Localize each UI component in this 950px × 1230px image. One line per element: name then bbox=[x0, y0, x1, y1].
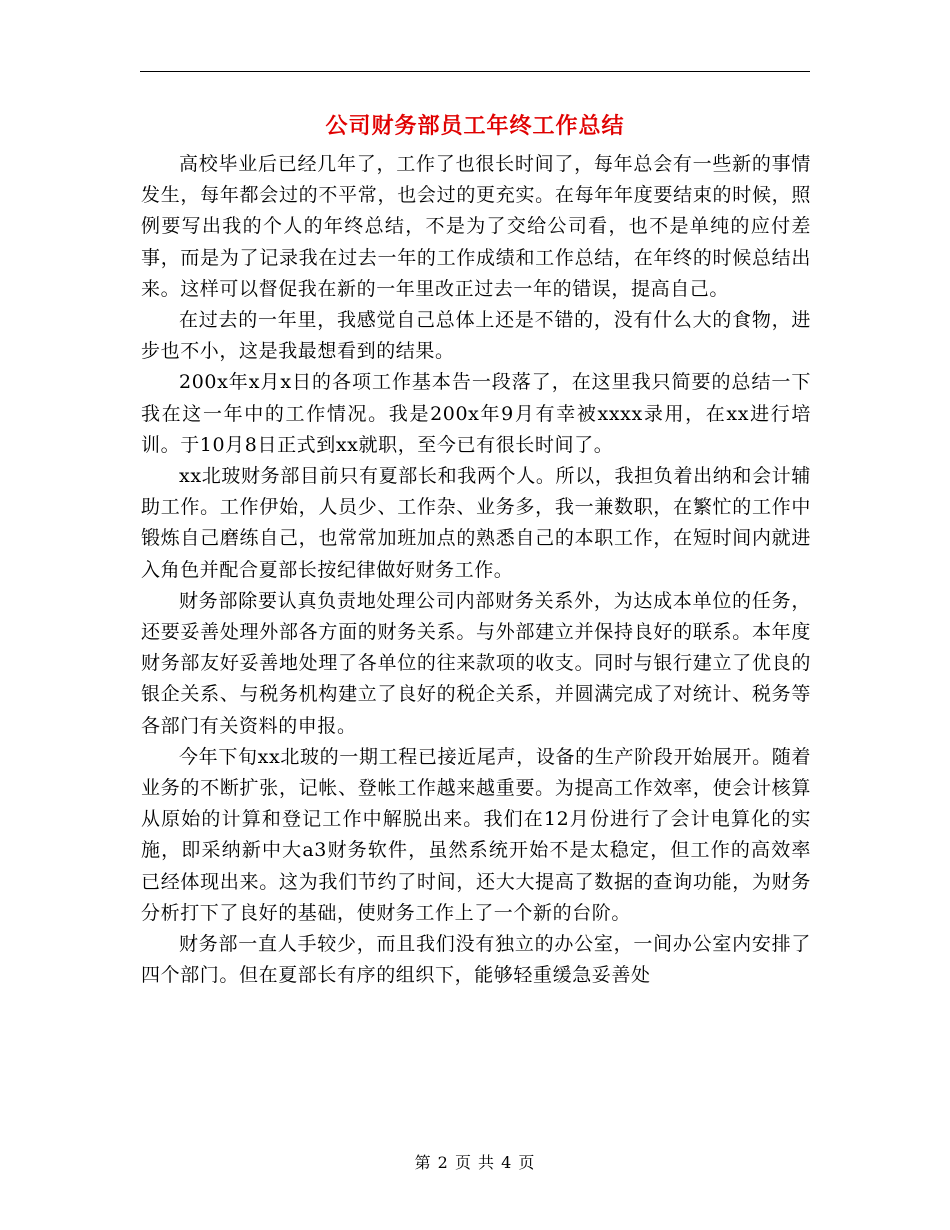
paragraph-7: 财务部一直人手较少，而且我们没有独立的办公室，一间办公室内安排了四个部门。但在夏部长有序的组织下，能够轻重缓急妥善处 bbox=[141, 933, 811, 987]
header-rule bbox=[140, 71, 810, 72]
paragraph-1: 高校毕业后已经几年了，工作了也很长时间了，每年总会有一些新的事情发生，每年都会过的不平常，也会过的更充实。在每年年度要结束的时候，照例要写出我的个人的年终总结，不是为了交给公司看，也不是单纯的应付差事，而是为了记录我在过去一年的工作成绩和工作总结，在年终的时候总结出来。这样可以督促我在新的一年里改正过去一年的错误，提高自己。 bbox=[141, 153, 811, 300]
page-footer: 第 2 页 共 4 页 bbox=[414, 1153, 536, 1172]
paragraph-2: 在过去的一年里，我感觉自己总体上还是不错的，没有什么大的食物，进步也不小，这是我最想看到的结果。 bbox=[141, 309, 811, 363]
document-title: 公司财务部员工年终工作总结 bbox=[325, 113, 625, 139]
document-body bbox=[141, 149, 811, 991]
paragraph-4: xx北玻财务部目前只有夏部长和我两个人。所以，我担负着出纳和会计辅助工作。工作伊始，人员少、工作杂、业务多，我一兼数职，在繁忙的工作中锻炼自己磨练自己，也常常加班加点的熟悉自己的本职工作，在短时间内就进入角色并配合夏部长按纪律做好财务工作。 bbox=[141, 465, 811, 581]
paragraph-3: 200x年x月x日的各项工作基本告一段落了，在这里我只简要的总结一下我在这一年中的工作情况。我是200x年9月有幸被xxxx录用，在xx进行培训。于10月8日正式到xx就职，至今已有很长时间了。 bbox=[141, 371, 812, 456]
paragraph-5: 财务部除要认真负责地处理公司内部财务关系外，为达成本单位的任务，还要妥善处理外部各方面的财务关系。与外部建立并保持良好的联系。本年度财务部友好妥善地处理了各单位的往来款项的收支。同时与银行建立了优良的银企关系、与税务机构建立了良好的税企关系，并圆满完成了对统计、税务等各部门有关资料的申报。 bbox=[141, 589, 811, 737]
paragraph-6: 今年下旬xx北玻的一期工程已接近尾声，设备的生产阶段开始展开。随着业务的不断扩张，记帐、登帐工作越来越重要。为提高工作效率，使会计核算从原始的计算和登记工作中解脱出来。我们在12月份进行了会计电算化的实施，即采纳新中大a3财务软件，虽然系统开始不是太稳定，但工作的高效率已经体现出来。这为我们节约了时间，还大大提高了数据的查询功能，为财务分析打下了良好的基础，使财务工作上了一个新的台阶。 bbox=[141, 745, 811, 924]
